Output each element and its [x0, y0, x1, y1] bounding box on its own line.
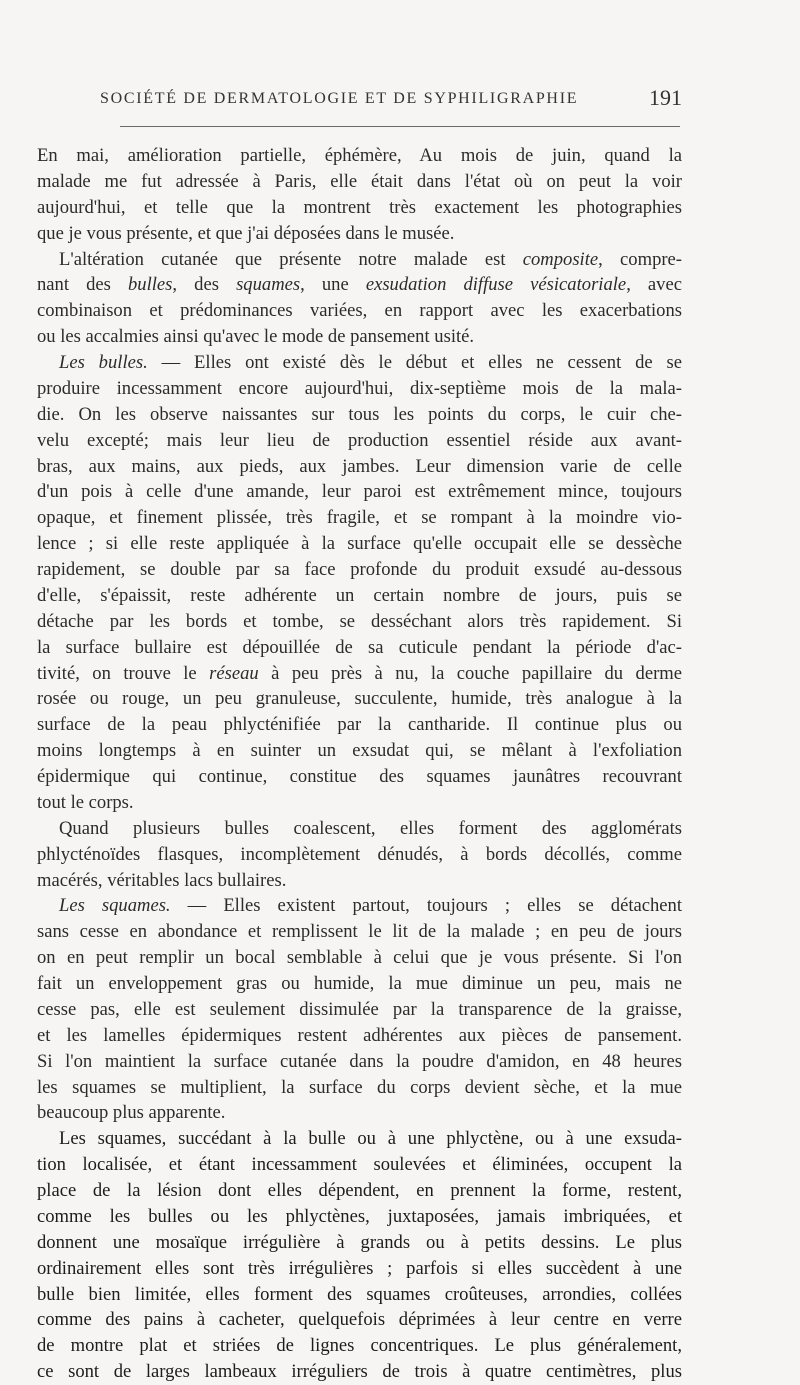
text-line: beaucoup plus apparente.: [37, 1102, 226, 1124]
text-line: cesse pas, elle est seulement dissimulée par la transparence de la graisse,: [37, 998, 682, 1020]
page-number: 191: [649, 85, 682, 110]
text-line: épidermique qui continue, constitue des squames jaunâtres recouvrant: [37, 766, 682, 787]
running-title: SOCIÉTÉ DE DERMATOLOGIE ET DE SYPHILIGRAPHIE: [100, 90, 579, 107]
text-line: Les squames. — Elles existent partout, toujours ; elles se détachent: [59, 895, 683, 917]
text-line: place de la lésion dont elles dépendent, en prennent la forme, restent,: [37, 1180, 682, 1201]
page-header: [100, 84, 682, 118]
text-line: malade me fut adressée à Paris, elle était dans l'état où on peut la voir: [37, 170, 682, 192]
text-line: on en peut remplir un bocal semblable à celui que je vous présente. Si l'on: [37, 947, 682, 969]
text-line: que je vous présente, et que j'ai déposées dans le musée.: [37, 222, 455, 244]
text-line: Les bulles. — Elles ont existé dès le début et elles ne cessent de se: [59, 352, 682, 373]
text-line: tout le corps.: [37, 791, 134, 813]
text-line: ou les accalmies ainsi qu'avec le mode de pansement usité.: [37, 326, 475, 348]
text-line: En mai, amélioration partielle, éphémère, Au mois de juin, quand la: [37, 145, 682, 166]
text-line: rosée ou rouge, un peu granuleuse, succulente, humide, très analogue à la: [37, 688, 682, 710]
text-line: de montre plat et striées de lignes concentriques. Le plus généralement,: [37, 1335, 682, 1357]
text-line: combinaison et prédominances variées, en rapport avec les exacerbations: [37, 300, 682, 322]
text-line: aujourd'hui, et telle que la montrent très exactement les photographies: [37, 196, 682, 218]
text-line: L'altération cutanée que présente notre malade est composite, compre-: [59, 248, 682, 270]
text-line: comme des pains à cacheter, quelquefois déprimées à leur centre en verre: [37, 1309, 682, 1331]
text-line: les squames se multiplient, la surface du corps devient sèche, et la mue: [37, 1076, 682, 1098]
text-line: comme les bulles ou les phlyctènes, juxtaposées, jamais imbriquées, et: [37, 1205, 682, 1227]
text-line: moins longtemps à en suinter un exsudat qui, se mêlant à l'exfoliation: [37, 740, 682, 762]
text-line: produire incessamment encore aujourd'hui, dix-septième mois de la mala-: [37, 377, 682, 399]
text-line: nant des bulles, des squames, une exsudation diffuse vésicatoriale, avec: [37, 274, 682, 296]
text-line: Quand plusieurs bulles coalescent, elles forment des agglomérats: [59, 817, 682, 839]
text-line: fait un enveloppement gras ou humide, la mue diminue un peu, mais ne: [37, 973, 682, 994]
text-line: tion localisée, et étant incessamment soulevées et éliminées, occupent la: [37, 1154, 682, 1176]
text-line: velu excepté; mais leur lieu de production essentiel réside aux avant-: [37, 429, 682, 451]
text-line: bulle bien limitée, elles forment des squames croûteuses, arrondies, collées: [37, 1283, 682, 1305]
text-line: macérés, véritables lacs bullaires.: [37, 869, 287, 891]
text-line: phlycténoïdes flasques, incomplètement dénudés, à bords décollés, comme: [37, 843, 682, 865]
text-line: sans cesse en abondance et remplissent le lit de la malade ; en peu de jours: [37, 921, 682, 943]
text-line: bras, aux mains, aux pieds, aux jambes. Leur dimension varie de celle: [37, 455, 682, 477]
text-line: détache par les bords et tombe, se desséchant alors très rapidement. Si: [37, 610, 682, 632]
text-line: lence ; si elle reste appliquée à la surface qu'elle occupait elle se dessèche: [37, 533, 682, 555]
text-line: Si l'on maintient la surface cutanée dans la poudre d'amidon, en 48 heures: [37, 1050, 682, 1072]
text-line: surface de la peau phlycténifiée par la cantharide. Il continue plus ou: [37, 714, 682, 736]
text-line: die. On les observe naissantes sur tous les points du corps, le cuir che-: [37, 403, 682, 425]
header-rule: [120, 126, 680, 127]
text-line: rapidement, se double par sa face profonde du produit exsudé au-dessous: [37, 559, 682, 580]
text-line: d'un pois à celle d'une amande, leur paroi est extrêmement mince, toujours: [37, 481, 682, 503]
text-line: la surface bullaire est dépouillée de sa cuticule pendant la période d'ac-: [37, 636, 682, 658]
text-line: opaque, et finement plissée, très fragile, et se rompant à la moindre vio-: [37, 507, 682, 529]
text-line: ce sont de larges lambeaux irréguliers de trois à quatre centimètres, plus: [37, 1361, 682, 1383]
text-line: ordinairement elles sont très irrégulières ; parfois si elles succèdent à une: [37, 1257, 682, 1279]
text-line: donnent une mosaïque irrégulière à grands ou à petits dessins. Le plus: [37, 1231, 682, 1253]
text-line: et les lamelles épidermiques restent adhérentes aux pièces de pansement.: [37, 1024, 682, 1046]
text-line: Les squames, succédant à la bulle ou à une phlyctène, ou à une exsuda-: [59, 1128, 682, 1150]
text-line: d'elle, s'épaissit, reste adhérente un certain nombre de jours, puis se: [37, 584, 682, 606]
text-line: tivité, on trouve le réseau à peu près à nu, la couche papillaire du derme: [37, 662, 682, 684]
body-text: [37, 143, 682, 1385]
